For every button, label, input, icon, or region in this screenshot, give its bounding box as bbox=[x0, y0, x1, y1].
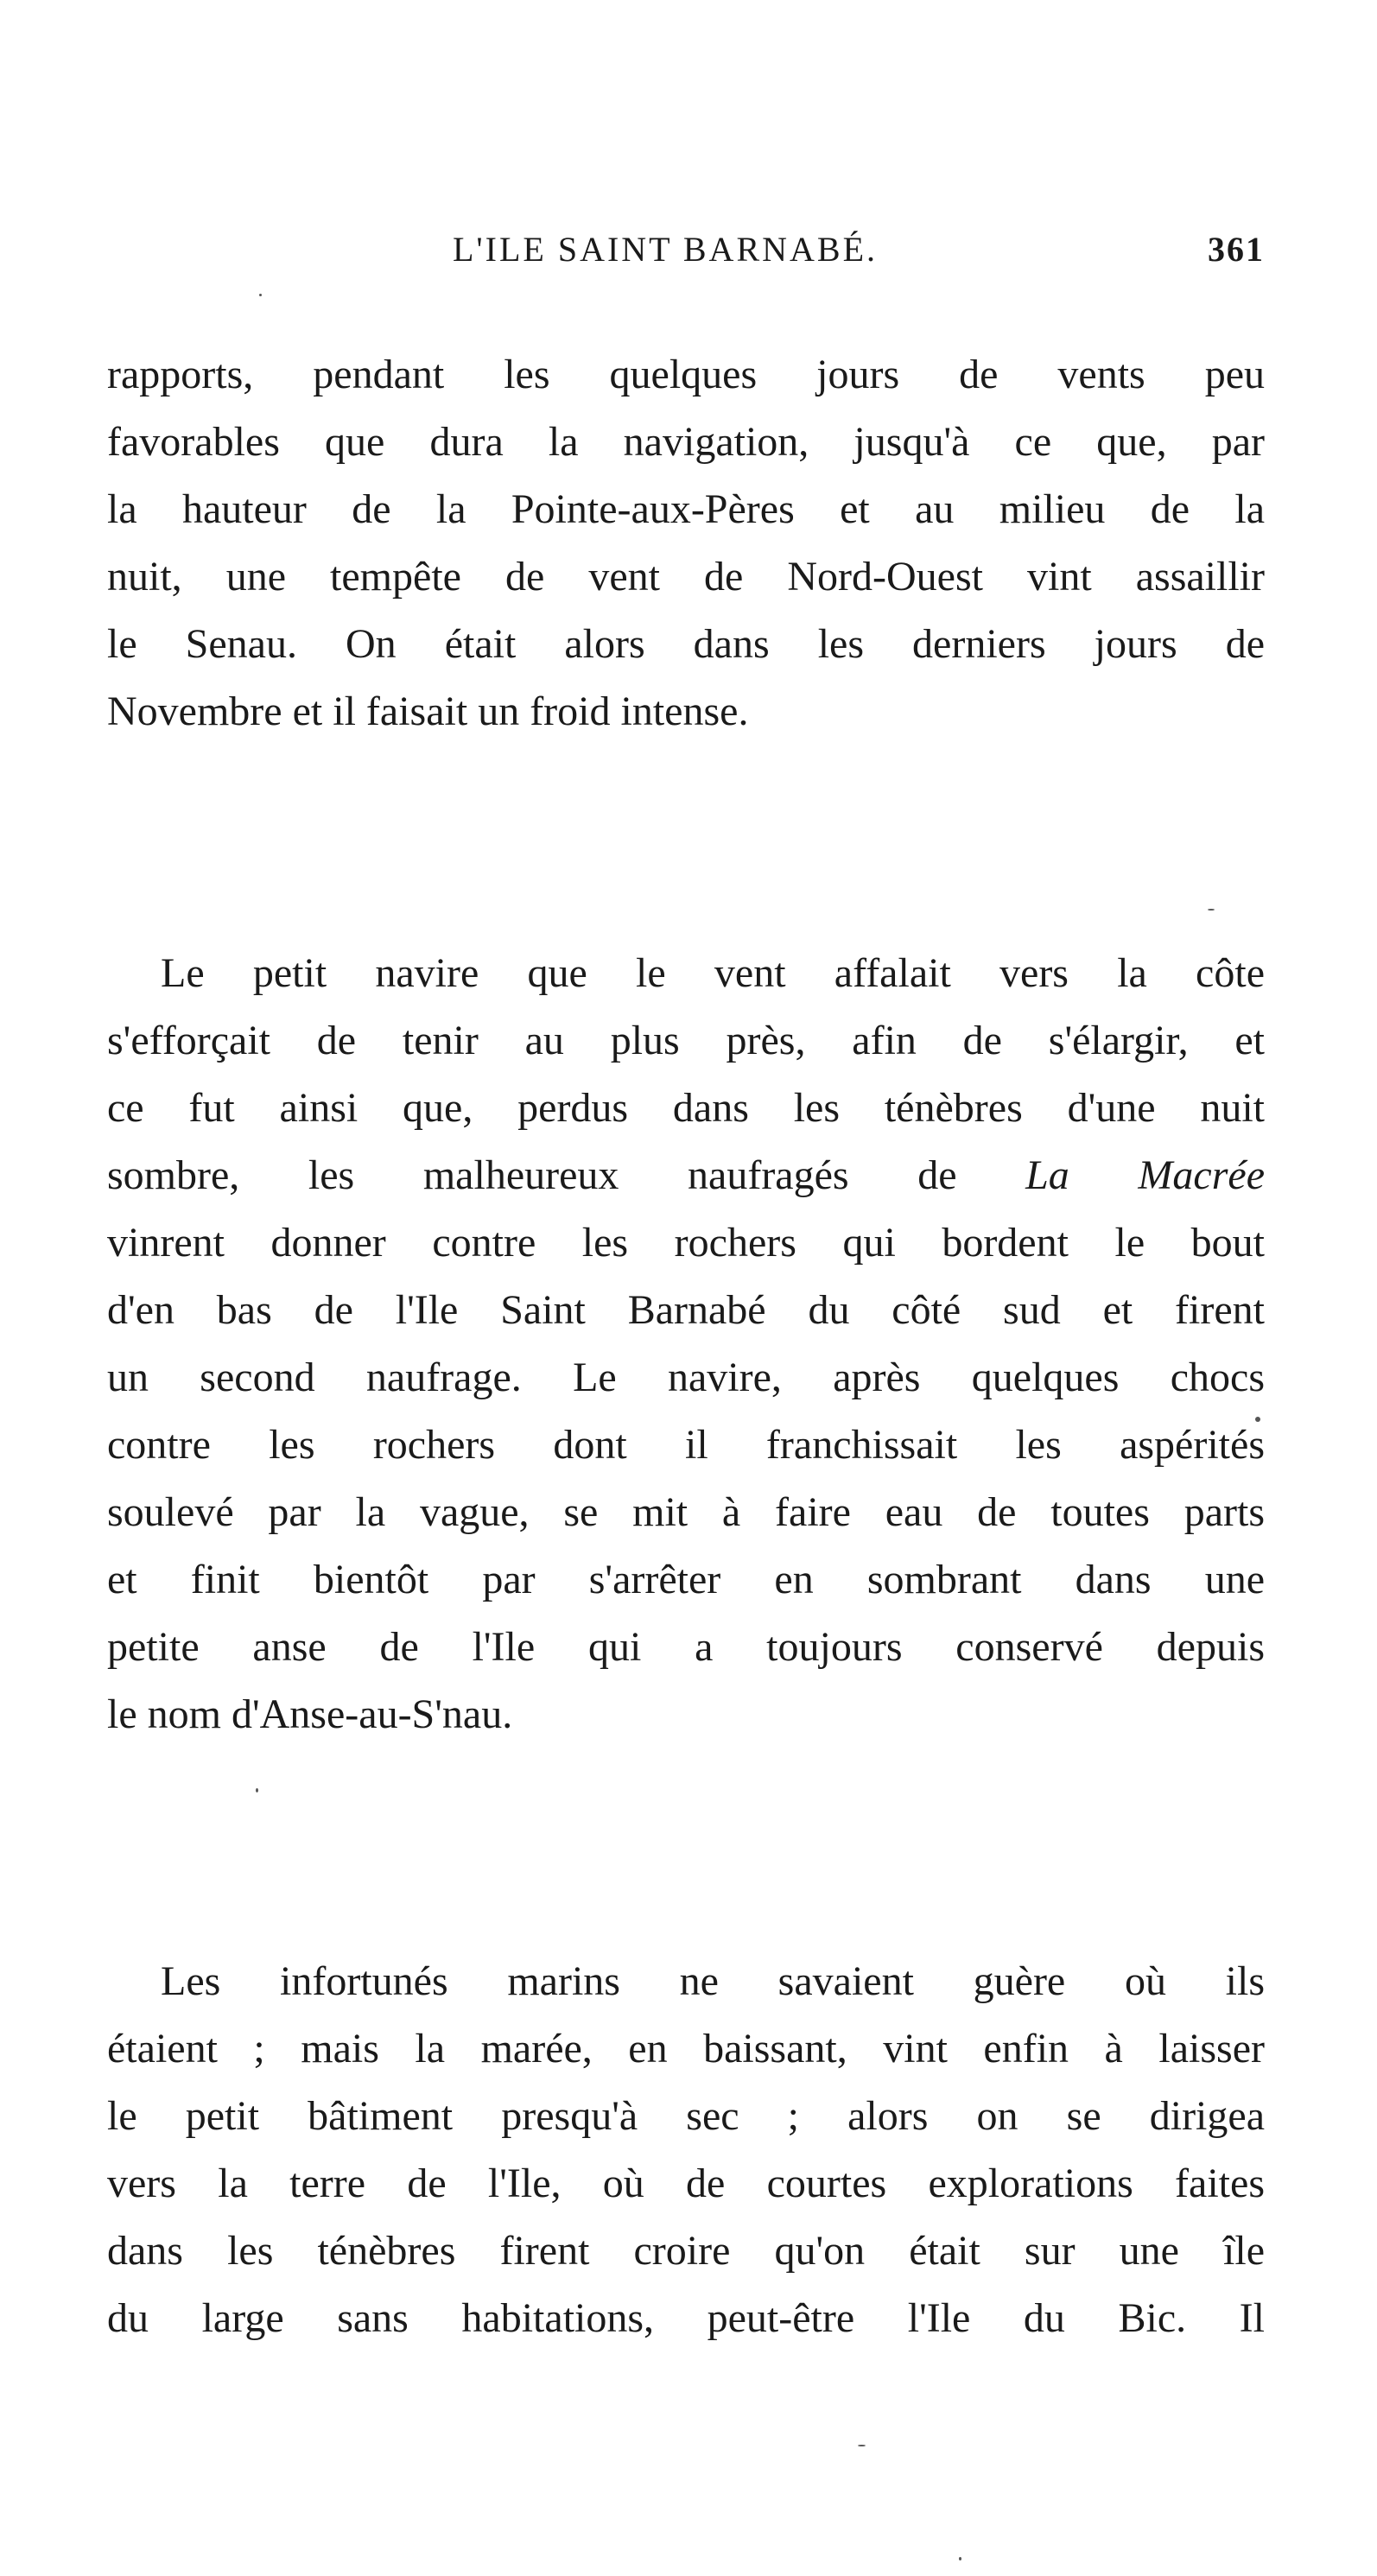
ship-name: La Macrée bbox=[1025, 1152, 1265, 1198]
text-segment: sombre, les malheureux naufragés de bbox=[107, 1152, 1026, 1198]
text-line: nuit, une tempête de vent de Nord-Ouest vint assaillir bbox=[107, 554, 1265, 600]
print-speck bbox=[1208, 909, 1215, 910]
text-line: un second naufrage. Le navire, après quelques chocs bbox=[107, 1355, 1265, 1400]
text-line: Les infortunés marins ne savaient guère où ils bbox=[161, 1958, 1265, 2004]
text-line: dans les ténèbres firent croire qu'on était sur une île bbox=[107, 2228, 1265, 2274]
text-line-with-ship-name bbox=[107, 1142, 1265, 1209]
text-line: le petit bâtiment presqu'à sec ; alors on se dirigea bbox=[107, 2093, 1265, 2139]
text-line: petite anse de l'Ile qui a toujours conservé depuis bbox=[107, 1624, 1265, 1670]
text-line: le Senau. On était alors dans les derniers jours de bbox=[107, 621, 1265, 667]
text-line: favorables que dura la navigation, jusqu'à ce que, par bbox=[107, 419, 1265, 465]
text-line: d'en bas de l'Ile Saint Barnabé du côté sud et firent bbox=[107, 1287, 1265, 1333]
text-line: Le petit navire que le vent affalait vers la côte bbox=[161, 950, 1265, 996]
paragraph-2 bbox=[107, 940, 1265, 1748]
print-speck bbox=[256, 1788, 258, 1792]
text-line: du large sans habitations, peut-être l'Ile du Bic. Il bbox=[107, 2295, 1265, 2341]
text-line: étaient ; mais la marée, en baissant, vint enfin à laisser bbox=[107, 2026, 1265, 2072]
text-line: vinrent donner contre les rochers qui bordent le bout bbox=[107, 1220, 1265, 1266]
paragraph-1 bbox=[107, 341, 1265, 746]
text-line: le nom d'Anse-au-S'nau. bbox=[107, 1691, 513, 1737]
print-speck bbox=[1255, 1417, 1260, 1422]
running-head bbox=[107, 229, 1265, 281]
text-line: contre les rochers dont il franchissait les aspérités bbox=[107, 1422, 1265, 1468]
text-line: rapports, pendant les quelques jours de vents peu bbox=[107, 352, 1265, 397]
text-line: vers la terre de l'Ile, où de courtes explorations faites bbox=[107, 2160, 1265, 2206]
text-line: soulevé par la vague, se mit à faire eau de toutes parts bbox=[107, 1489, 1265, 1535]
print-speck bbox=[259, 294, 262, 296]
print-speck bbox=[959, 2557, 961, 2560]
text-line: Novembre et il faisait un froid intense. bbox=[107, 688, 749, 734]
text-line: s'efforçait de tenir au plus près, afin de s'élargir, et bbox=[107, 1018, 1265, 1063]
text-line: et finit bientôt par s'arrêter en sombrant dans une bbox=[107, 1557, 1265, 1602]
paragraph-3 bbox=[107, 1948, 1265, 2352]
running-title: L'ILE SAINT BARNABÉ. bbox=[453, 230, 879, 269]
print-speck bbox=[858, 2445, 866, 2446]
text-line: ce fut ainsi que, perdus dans les ténèbres d'une nuit bbox=[107, 1085, 1265, 1131]
text-line: la hauteur de la Pointe-aux-Pères et au milieu de la bbox=[107, 486, 1265, 532]
page-number: 361 bbox=[1208, 230, 1265, 269]
